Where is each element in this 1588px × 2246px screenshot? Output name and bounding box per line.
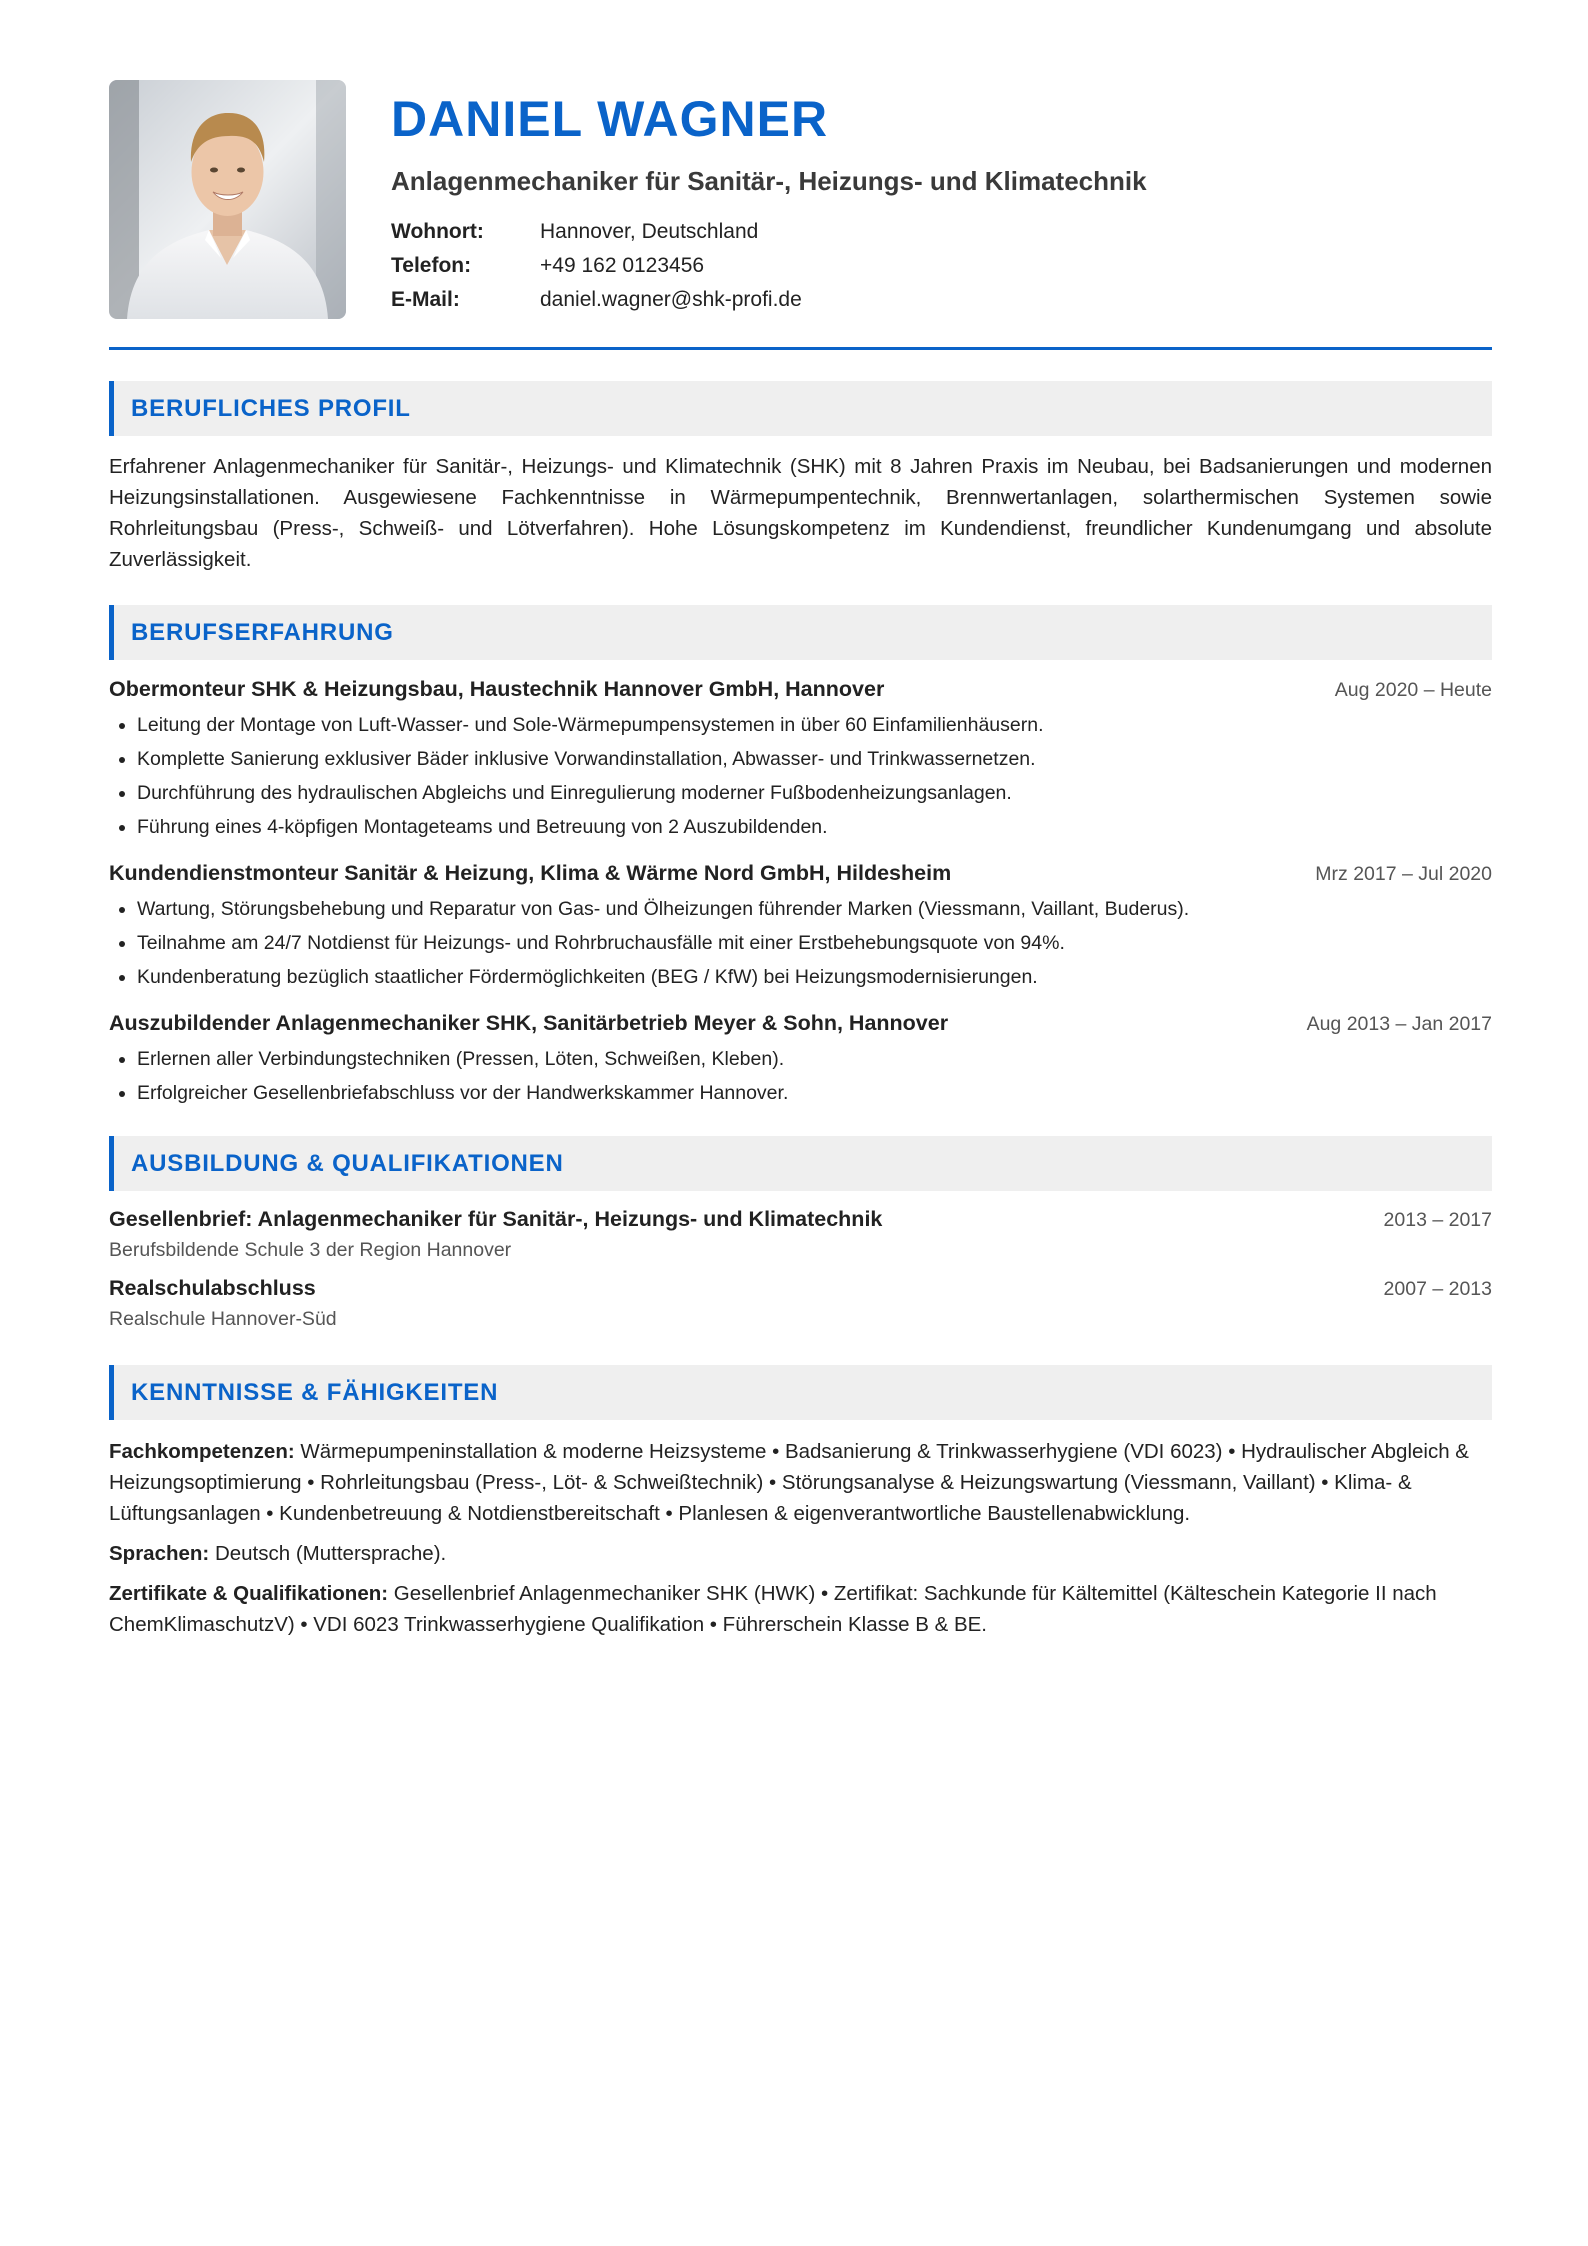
education-entry <box>109 1207 1492 1262</box>
skills-label: Sprachen: <box>109 1542 210 1565</box>
job-title: Kundendienstmonteur Sanitär & Heizung, Klima & Wärme Nord GmbH, Hildesheim <box>109 861 952 885</box>
skills-block <box>109 1436 1492 1640</box>
job-bullets <box>109 708 1492 844</box>
contact-row-email <box>391 283 1492 317</box>
contact-label: Wohnort: <box>391 220 484 243</box>
skills-row-certificates <box>109 1578 1492 1640</box>
education-school: Realschule Hannover-Süd <box>109 1308 337 1330</box>
section-heading-experience: BERUFSERFAHRUNG <box>109 605 1492 660</box>
header-divider <box>109 347 1492 350</box>
job-bullet: • Teilnahme am 24/7 Notdienst für Heizungs- und Rohrbruchausfälle mit einer Erstbehebungsquote von 94%. <box>137 926 1492 960</box>
resume-page <box>109 80 1492 1640</box>
skills-text: Gesellenbrief Anlagenmechaniker SHK (HWK) • Zertifikat: Sachkunde für Kältemittel (Kälteschein Kategorie II nach ChemKlimaschutzV) • VDI 6023 Trinkwasserhygiene Qualifikation • Führerschein Klasse B & BE. <box>109 1582 1437 1636</box>
contact-row-phone <box>391 249 1492 283</box>
profile-photo <box>109 80 346 319</box>
contact-value: Hannover, Deutschland <box>540 220 759 243</box>
job-bullet: • Wartung, Störungsbehebung und Reparatur von Gas- und Ölheizungen führender Marken (Viessmann, Vaillant, Buderus). <box>137 892 1492 926</box>
contact-value: daniel.wagner@shk-profi.de <box>540 288 802 311</box>
job-date: Aug 2020 – Heute <box>1334 679 1492 701</box>
skills-text: Wärmepumpeninstallation & moderne Heizsysteme • Badsanierung & Trinkwasserhygiene (VDI 6023) • Hydraulischer Abgleich & Heizungsoptimierung • Rohrleitungsbau (Press-, Löt- & Schweißtechnik) • Störungsanalyse & Heizungswartung (Viessmann, Vaillant) • Klima- & Lüftungsanlagen • Kundenbetreuung & Notdienstbereitschaft • Planlesen & eigenverantwortliche Baustellenabwicklung. <box>109 1440 1469 1525</box>
skills-row-languages <box>109 1538 1492 1569</box>
job-title: Obermonteur SHK & Heizungsbau, Haustechnik Hannover GmbH, Hannover <box>109 677 885 701</box>
education-header <box>109 1207 1492 1232</box>
candidate-name: DANIEL WAGNER <box>391 91 829 147</box>
education-date: 2007 – 2013 <box>1383 1278 1492 1300</box>
contact-label: Telefon: <box>391 254 472 277</box>
skills-text: Deutsch (Muttersprache). <box>209 1542 447 1565</box>
job-bullet: • Komplette Sanierung exklusiver Bäder inklusive Vorwandinstallation, Abwasser- und Trinkwassernetzen. <box>137 742 1492 776</box>
education-title: Gesellenbrief: Anlagenmechaniker für Sanitär-, Heizungs- und Klimatechnik <box>109 1207 883 1231</box>
candidate-title: Anlagenmechaniker für Sanitär-, Heizungs- und Klimatechnik <box>391 166 1147 196</box>
job-header <box>109 1011 1492 1036</box>
contact-label: E-Mail: <box>391 288 460 311</box>
education-title: Realschulabschluss <box>109 1276 316 1300</box>
job-bullet: • Durchführung des hydraulischen Abgleichs und Einregulierung moderner Fußbodenheizungsanlagen. <box>137 776 1492 810</box>
section-heading-skills: KENNTNISSE & FÄHIGKEITEN <box>109 1365 1492 1420</box>
education-date: 2013 – 2017 <box>1383 1209 1492 1231</box>
education-school: Berufsbildende Schule 3 der Region Hannover <box>109 1239 512 1261</box>
header-info <box>391 80 1492 317</box>
job-bullet: • Kundenberatung bezüglich staatlicher Fördermöglichkeiten (BEG / KfW) bei Heizungsmodernisierungen. <box>137 960 1492 994</box>
job-date: Mrz 2017 – Jul 2020 <box>1315 863 1492 885</box>
section-heading-profile: BERUFLICHES PROFIL <box>109 381 1492 436</box>
job-title: Auszubildender Anlagenmechaniker SHK, Sanitärbetrieb Meyer & Sohn, Hannover <box>109 1011 949 1035</box>
resume-header <box>109 80 1492 319</box>
job-entry <box>109 677 1492 844</box>
education-entry <box>109 1276 1492 1331</box>
job-bullets <box>109 892 1492 994</box>
job-header <box>109 677 1492 702</box>
contact-value: +49 162 0123456 <box>540 254 705 277</box>
profile-summary: Erfahrener Anlagenmechaniker für Sanitär-, Heizungs- und Klimatechnik (SHK) mit 8 Jahren Praxis im Neubau, bei Badsanierungen und modernen Heizungsinstallationen. Ausgewiesene Fachkenntnisse in Wärmepumpentechnik, Brennwertanlagen, solarthermischen Systemen sowie Rohrleitungsbau (Press-, Schweiß- und Lötverfahren). Hohe Lösungskompetenz im Kundendienst, freundlicher Kundenumgang und absolute Zuverlässigkeit. <box>109 455 1492 571</box>
person-portrait-image <box>109 80 346 319</box>
job-bullet: • Leitung der Montage von Luft-Wasser- und Sole-Wärmepumpensystemen in über 60 Einfamilienhäusern. <box>137 708 1492 742</box>
job-bullet: • Erfolgreicher Gesellenbriefabschluss vor der Handwerkskammer Hannover. <box>137 1076 1492 1110</box>
job-header <box>109 861 1492 886</box>
education-header <box>109 1276 1492 1301</box>
section-heading-education: AUSBILDUNG & QUALIFIKATIONEN <box>109 1136 1492 1191</box>
job-bullet: • Erlernen aller Verbindungstechniken (Pressen, Löten, Schweißen, Kleben). <box>137 1042 1492 1076</box>
skills-label: Fachkompetenzen: <box>109 1440 295 1463</box>
job-entry <box>109 1011 1492 1110</box>
contact-list <box>391 215 1492 317</box>
contact-row-location <box>391 215 1492 249</box>
skills-label: Zertifikate & Qualifikationen: <box>109 1582 389 1605</box>
skills-row-competencies <box>109 1436 1492 1529</box>
job-date: Aug 2013 – Jan 2017 <box>1306 1013 1492 1035</box>
job-entry <box>109 861 1492 994</box>
job-bullets <box>109 1042 1492 1110</box>
job-bullet: • Führung eines 4-köpfigen Montageteams und Betreuung von 2 Auszubildenden. <box>137 810 1492 844</box>
